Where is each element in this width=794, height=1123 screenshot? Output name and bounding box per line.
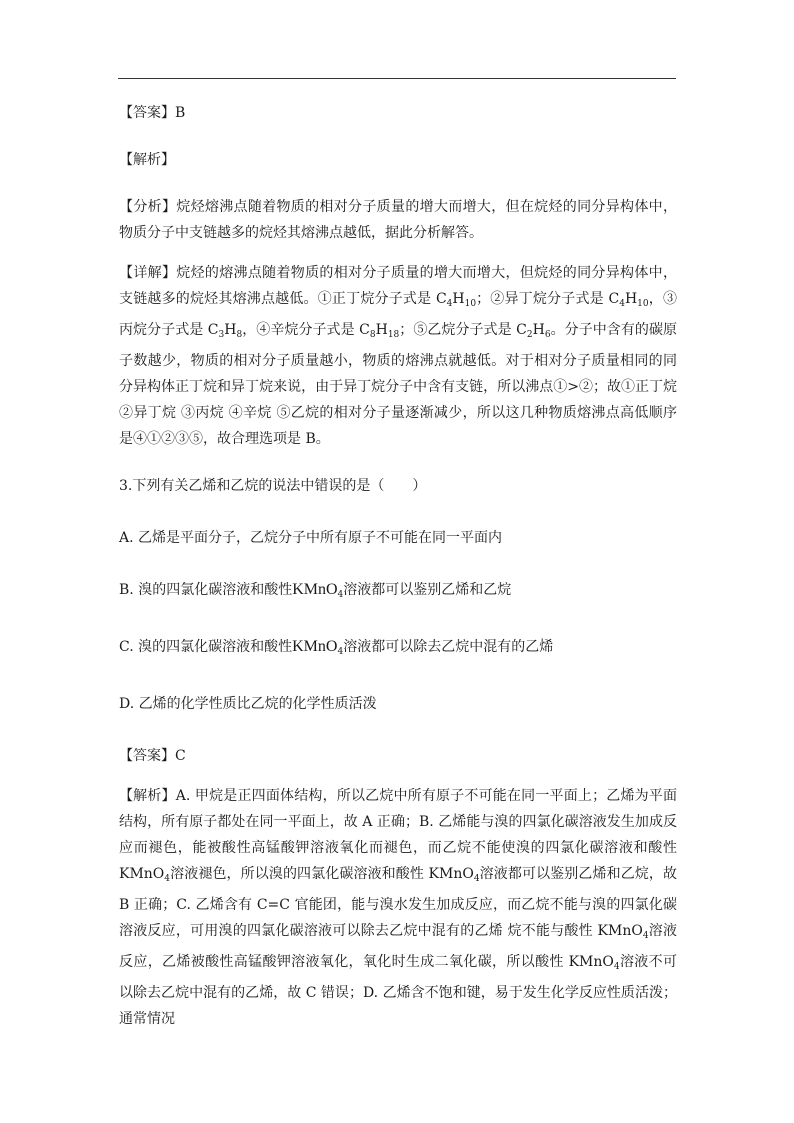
option-c-text: 溶液都可以除去乙烷中混有的乙烯: [343, 639, 554, 655]
detail-text: ；⑤乙烷分子式是 C: [399, 322, 527, 338]
subscript: 4: [337, 647, 344, 657]
subscript: 10: [464, 299, 477, 309]
subscript: 4: [473, 874, 480, 884]
document-body: [119, 100, 677, 1032]
analysis-paragraph: 【分析】烷烃熔沸点随着物质的相对分子质量的增大而增大，但在烷烃的同分异构体中，物质分子中支链越多的烷烃其熔沸点越低，据此分析解答。: [119, 199, 677, 241]
explanation-text: 【解析】A. 甲烷是正四面体结构，所以乙烷中所有原子不可能在同一平面上；乙烯为平面结构，所有原子都处在同一平面上，故 A 正确；B. 乙烯能与溴的四氯化碳溶液发生加成反应而褪色，能被酸性高锰酸钾溶液氧化而褪色，而乙烷不能使溴的四氯化碳溶液和酸性 KMnO: [119, 788, 677, 882]
subscript: 3: [218, 330, 225, 340]
option-b: [119, 577, 677, 608]
subscript: 4: [337, 590, 344, 600]
detail-paragraph: [119, 260, 677, 452]
detail-text: 。分子中含有的碳原子数越少，物质的相对分子质量越小，物质的熔沸点就越低。对于相对分子质量相同的同分异构体正丁烷和异丁烷来说，由于异丁烷分子中含有支链，所以沸点①>②；故①正丁烷 ②异丁烷 ③丙烷 ④辛烷 ⑤乙烷的相对分子量逐渐减少，所以这几种物质熔沸点高低顺序是④①②③⑤，故合理选项是 B。: [119, 322, 677, 447]
explanation-text: 溶液不可以除去乙烷中混有的乙烯，故 C 错误；D. 乙烯含不饱和键，易于发生化学反应性质活泼；通常情况: [119, 954, 677, 1027]
explanation-paragraph: [119, 783, 677, 1032]
subscript: 4: [619, 299, 625, 309]
option-d: D. 乙烯的化学性质比乙烷的化学性质活泼: [119, 696, 377, 712]
subscript: 10: [637, 299, 649, 309]
subscript: 4: [446, 299, 453, 309]
subscript: 8: [236, 330, 243, 340]
detail-text: ；②异丁烷分子式是 C: [476, 291, 620, 307]
explanation-text: 溶液褪色，所以溴的四氯化碳溶液和酸性 KMnO: [170, 866, 474, 882]
subscript: 8: [369, 330, 376, 340]
subscript: 4: [613, 962, 620, 972]
header-rule: [118, 78, 676, 79]
detail-text: H: [224, 322, 237, 338]
option-c: [119, 634, 677, 665]
subscript: 4: [164, 874, 171, 884]
option-a: A. 乙烯是平面分子，乙烷分子中所有原子不可能在同一平面内: [119, 530, 503, 546]
analysis-heading: 【解析】: [119, 152, 175, 168]
detail-text: H: [375, 322, 388, 338]
option-b-text: B. 溴的四氯化碳溶液和酸性: [119, 582, 293, 598]
option-c-text: C. 溴的四氯化碳溶液和酸性: [119, 639, 293, 655]
question-stem: 3.下列有关乙烯和乙烷的说法中错误的是（ ）: [119, 478, 427, 494]
detail-text: ，④辛烷分子式是 C: [242, 322, 370, 338]
detail-text: H: [452, 291, 465, 307]
answer-label-2: 【答案】C: [119, 748, 186, 764]
subscript: 18: [387, 330, 400, 340]
subscript: 2: [526, 330, 533, 340]
formula-kmno4: KMnO: [292, 581, 338, 598]
detail-text: H: [624, 291, 638, 307]
detail-text: 【详解】烷烃的熔沸点随着物质的相对分子质量的增大而增大，但烷烃的同分异构体中，支链越多的烷烃其熔沸点越低。①正丁烷分子式是 C: [119, 265, 677, 307]
explanation-text: 溶液都可以鉴别乙烯和乙烷，故 B 正确；C. 乙烯含有 C=C 官能团，能与溴水发生加成反应，而乙烷不能与溴的四氯化碳溶液反应，可用溴的四氯化碳溶液可以除去乙烷中混有的乙烯 烷不能与酸性 KMnO: [119, 866, 677, 939]
subscript: 4: [642, 931, 649, 941]
formula-kmno4: KMnO: [292, 638, 338, 655]
option-b-text: 溶液都可以鉴别乙烯和乙烷: [343, 582, 512, 598]
detail-text: ，③丙烷分子式是 C: [119, 291, 678, 338]
explanation-text: 溶液反应，乙烯被酸性高锰酸钾溶液氧化，氧化时生成二氧化碳，所以酸性 KMnO: [119, 923, 677, 970]
answer-label-1: 【答案】B: [119, 105, 186, 121]
subscript: 6: [544, 330, 551, 340]
detail-text: H: [532, 322, 545, 338]
